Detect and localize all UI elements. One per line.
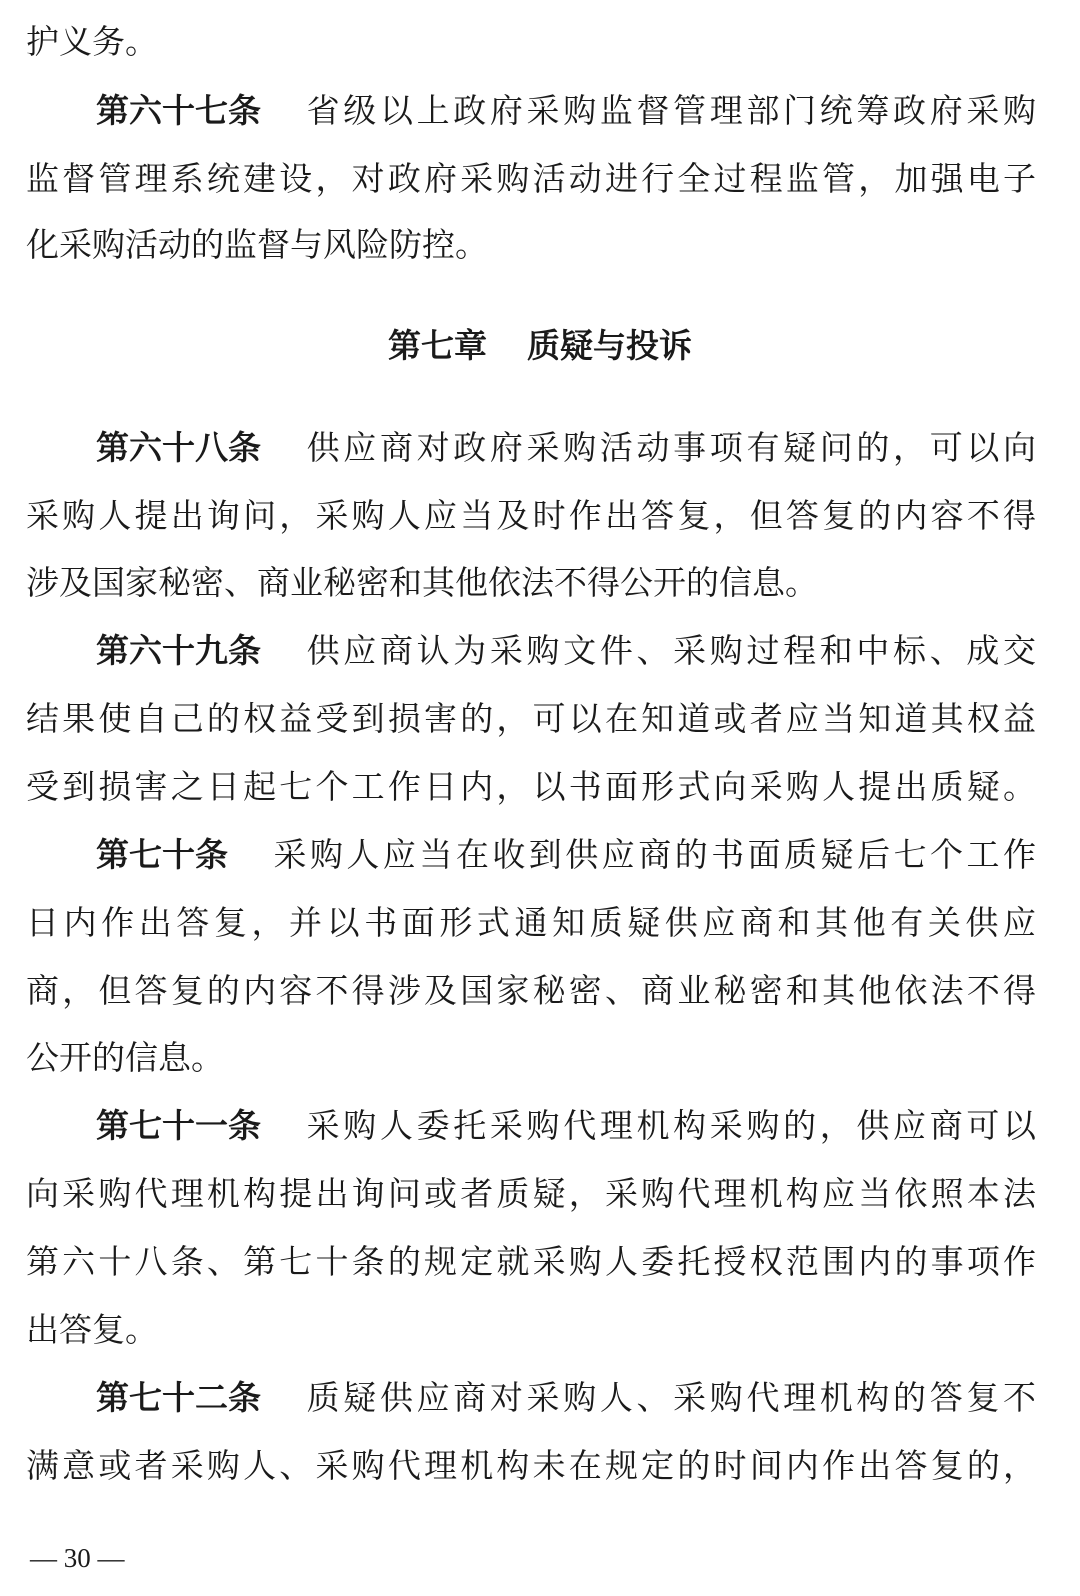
article-67-first-line bbox=[96, 81, 1036, 141]
article-71-line-3: 第六十八条、第七十条的规定就采购人委托授权范围内的事项作 bbox=[26, 1242, 1036, 1281]
carryover-line: 护义务。 bbox=[26, 22, 158, 61]
article-67-text: 省级以上政府采购监督管理部门统筹政府采购 bbox=[303, 91, 1036, 130]
article-68-first-line bbox=[96, 418, 1036, 478]
chapter-title: 质疑与投诉 bbox=[527, 326, 692, 365]
article-70-number: 第七十条 bbox=[96, 835, 228, 874]
article-69-first-line bbox=[96, 621, 1036, 681]
article-68-number: 第六十八条 bbox=[96, 428, 261, 467]
article-70-text: 采购人应当在收到供应商的书面质疑后七个工作 bbox=[270, 835, 1036, 874]
article-69-number: 第六十九条 bbox=[96, 631, 261, 670]
article-67-line-3: 化采购活动的监督与风险防控。 bbox=[26, 225, 488, 264]
chapter-number: 第七章 bbox=[388, 326, 487, 365]
article-71-number: 第七十一条 bbox=[96, 1106, 261, 1145]
article-69-text: 供应商认为采购文件、采购过程和中标、成交 bbox=[303, 631, 1036, 670]
article-70-line-4: 公开的信息。 bbox=[26, 1038, 224, 1077]
article-71-first-line bbox=[96, 1096, 1036, 1156]
article-68-line-2: 采购人提出询问，采购人应当及时作出答复，但答复的内容不得 bbox=[26, 496, 1036, 535]
article-72-first-line bbox=[96, 1368, 1036, 1428]
article-72-line-2: 满意或者采购人、采购代理机构未在规定的时间内作出答复的， bbox=[26, 1446, 1036, 1485]
article-72-text: 质疑供应商对采购人、采购代理机构的答复不 bbox=[303, 1378, 1036, 1417]
article-70-line-3: 商，但答复的内容不得涉及国家秘密、商业秘密和其他依法不得 bbox=[26, 971, 1036, 1010]
article-68-text: 供应商对政府采购活动事项有疑问的，可以向 bbox=[303, 428, 1036, 467]
article-71-line-4: 出答复。 bbox=[26, 1310, 158, 1349]
article-69-line-3: 受到损害之日起七个工作日内，以书面形式向采购人提出质疑。 bbox=[26, 767, 1036, 806]
page-number: — 30 — bbox=[30, 1543, 125, 1573]
chapter-heading bbox=[0, 316, 1080, 376]
article-71-text: 采购人委托采购代理机构采购的，供应商可以 bbox=[303, 1106, 1036, 1145]
article-70-line-2: 日内作出答复，并以书面形式通知质疑供应商和其他有关供应 bbox=[26, 903, 1036, 942]
article-72-number: 第七十二条 bbox=[96, 1378, 261, 1417]
article-67-line-2: 监督管理系统建设，对政府采购活动进行全过程监管，加强电子 bbox=[26, 159, 1036, 198]
article-67-number: 第六十七条 bbox=[96, 91, 261, 130]
article-70-first-line bbox=[96, 825, 1036, 885]
article-68-line-3: 涉及国家秘密、商业秘密和其他依法不得公开的信息。 bbox=[26, 563, 818, 602]
article-71-line-2: 向采购代理机构提出询问或者质疑，采购代理机构应当依照本法 bbox=[26, 1174, 1036, 1213]
article-69-line-2: 结果使自己的权益受到损害的，可以在知道或者应当知道其权益 bbox=[26, 699, 1036, 738]
